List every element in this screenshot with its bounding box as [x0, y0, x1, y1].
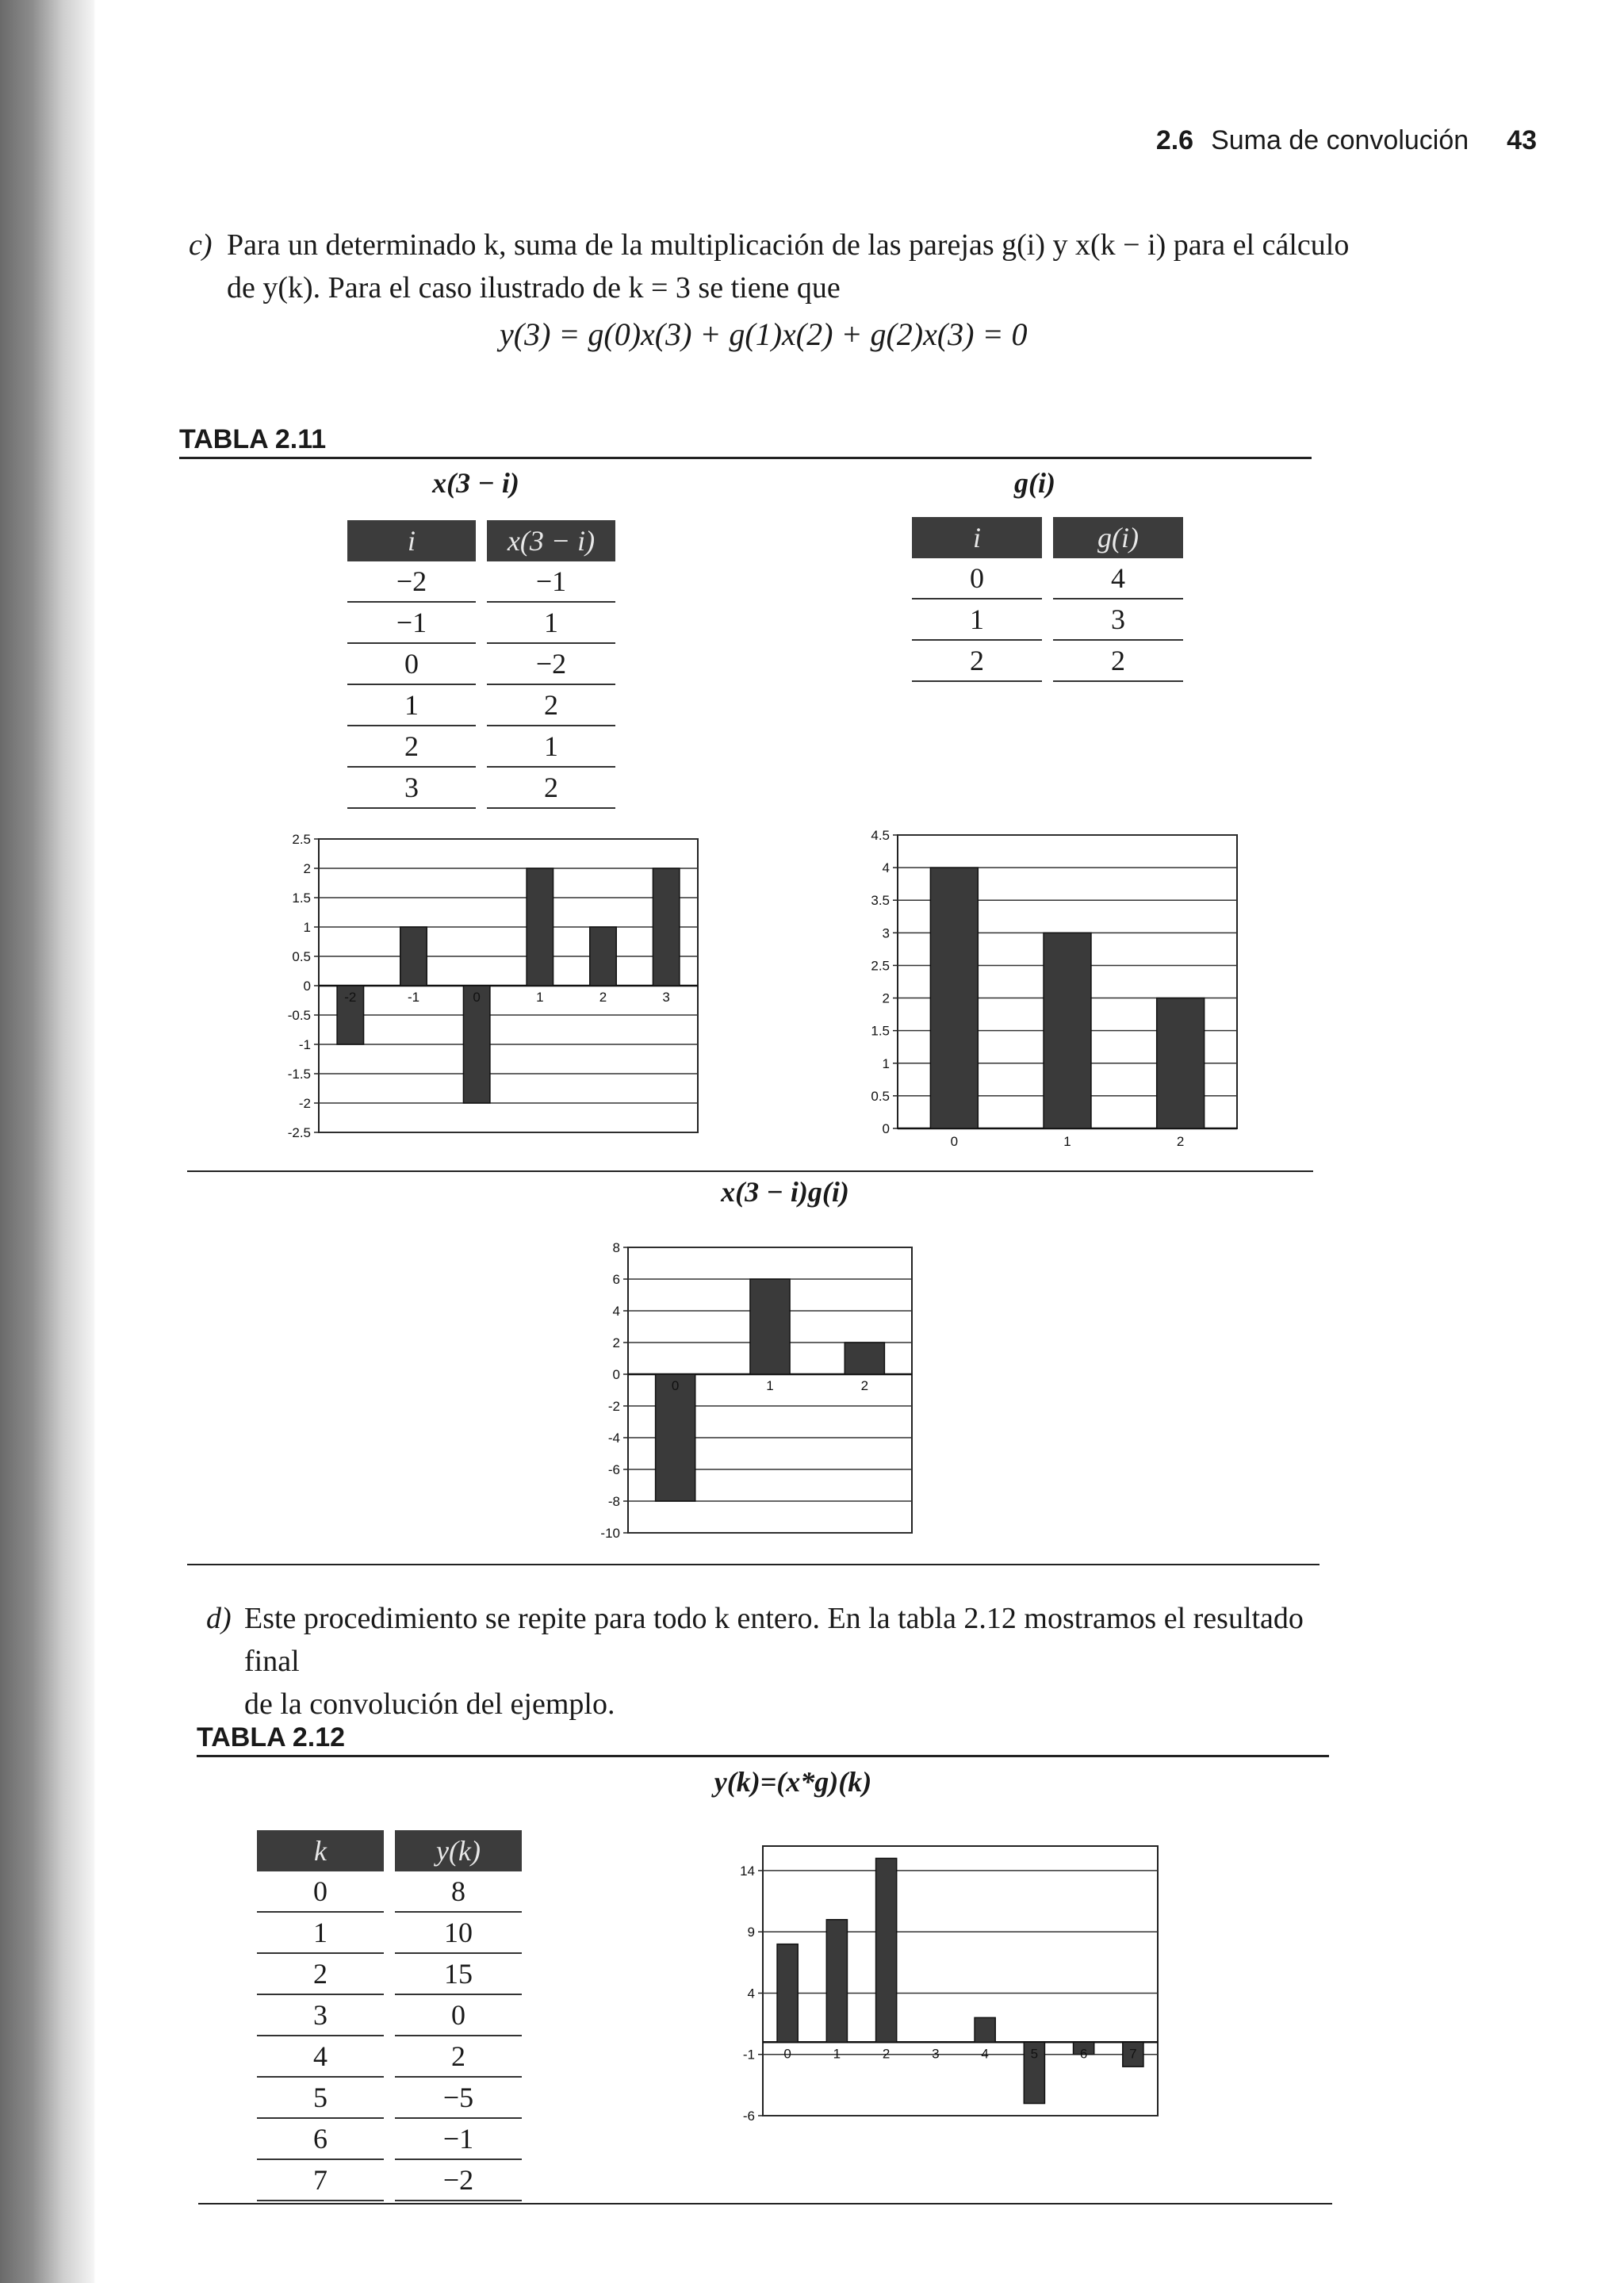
paragraph-c-line-2: de y(k). Para el caso ilustrado de k = 3 se tiene que: [227, 271, 841, 305]
x-tick-label: 3: [932, 2046, 940, 2062]
y-cell-k: 5: [257, 2078, 384, 2119]
y-tick-label: 8: [612, 1240, 620, 1255]
x-tick-label: -2: [344, 990, 357, 1005]
y-cell-k: 7: [257, 2160, 384, 2201]
x-tick-label: 2: [882, 2046, 891, 2062]
bar: [777, 1944, 798, 2043]
paragraph-d-line-1: Este procedimiento se repite para todo k entero. En la tabla 2.12 mostramos el resultado final: [244, 1602, 1304, 1678]
y-tick-label: -0.5: [287, 1008, 311, 1023]
x-table-header-x: x(3 − i): [487, 520, 615, 561]
table-row: [347, 768, 615, 809]
table-row: [257, 1954, 522, 1995]
y-tick-label: -4: [607, 1431, 620, 1446]
section-title: Suma de convolución: [1211, 125, 1469, 155]
x-tick-label: 1: [1063, 1134, 1071, 1146]
x-tick-label: 1: [536, 990, 544, 1005]
g-table-header-g: g(i): [1053, 517, 1183, 558]
table-row: [347, 644, 615, 685]
table-row: [347, 561, 615, 603]
g-table-title: g(i): [1014, 467, 1055, 499]
x-tick-label: 1: [833, 2046, 841, 2062]
y-cell-value: −2: [395, 2160, 522, 2201]
table-row: [257, 2160, 522, 2201]
y-table-header-y: y(k): [395, 1830, 522, 1871]
paragraph-c-line-1: Para un determinado k, suma de la multiplicación de las parejas g(i) y x(k − i) para el cálculo: [227, 228, 1350, 262]
y-tick-label: -6: [742, 2109, 755, 2124]
bar: [750, 1279, 790, 1374]
y-chart-svg: [714, 1832, 1174, 2133]
table-row: [347, 685, 615, 726]
bar: [653, 868, 679, 986]
table-row: [257, 2078, 522, 2119]
running-header: [1156, 125, 1537, 156]
y-tick-label: 1.5: [871, 1023, 890, 1039]
x-tick-label: 2: [860, 1378, 869, 1393]
y-tick-label: -6: [607, 1462, 620, 1477]
y-cell-value: 8: [395, 1871, 522, 1913]
x-cell-value: 1: [487, 726, 615, 768]
x-cell-value: 1: [487, 603, 615, 644]
bar: [527, 868, 553, 986]
y-tick-label: 4: [612, 1304, 620, 1319]
x-table-header-i: i: [347, 520, 476, 561]
x-tick-label: 1: [766, 1378, 774, 1393]
x-chart-svg: [254, 825, 714, 1150]
x-tick-label: -1: [407, 990, 420, 1005]
g-chart-svg: [833, 821, 1253, 1146]
y-table-header-k: k: [257, 1830, 384, 1871]
x-table: [336, 520, 626, 809]
g-cell-i: 2: [912, 641, 1042, 682]
bar: [1044, 933, 1091, 1128]
table-row: [912, 558, 1183, 599]
page-number: 43: [1507, 125, 1537, 155]
y-tick-label: 0.5: [292, 949, 311, 964]
x-cell-value: 2: [487, 685, 615, 726]
y-tick-label: 3.5: [871, 893, 890, 909]
table-row: [912, 599, 1183, 641]
table-row: [347, 603, 615, 644]
x-tick-label: 0: [783, 2046, 791, 2062]
y-tick-label: 4: [747, 1986, 755, 2001]
book-spine-shadow: [0, 0, 95, 2283]
y-tick-label: 0: [612, 1367, 620, 1382]
y-tick-label: 2: [882, 990, 890, 1006]
g-cell-value: 2: [1053, 641, 1183, 682]
y-tick-label: 3: [882, 925, 890, 941]
equation-y3: y(3) = g(0)x(3) + g(1)x(2) + g(2)x(3) = 0: [500, 316, 1028, 352]
x-tick-label: 5: [1030, 2046, 1039, 2062]
y-table: [246, 1830, 533, 2201]
x-tick-label: 2: [1176, 1134, 1185, 1146]
section-number: 2.6: [1155, 125, 1194, 155]
bar: [876, 1858, 897, 2042]
y-cell-k: 2: [257, 1954, 384, 1995]
table-row: [257, 1871, 522, 1913]
table-2-12-bottom-rule: [198, 2203, 1332, 2204]
y-cell-k: 6: [257, 2119, 384, 2160]
table-row: [347, 726, 615, 768]
bar: [400, 927, 427, 986]
y-tick-label: -1.5: [287, 1067, 311, 1082]
y-tick-label: 1.5: [292, 891, 311, 906]
x-cell-i: 3: [347, 768, 476, 809]
y-chart-title: y(k)=(x*g)(k): [714, 1766, 872, 1798]
table-row: [257, 1913, 522, 1954]
y-tick-label: -2.5: [287, 1125, 311, 1140]
table-2-11-bottom-rule: [187, 1564, 1320, 1565]
y-tick-label: 2.5: [871, 958, 890, 974]
x-tick-label: 0: [671, 1378, 680, 1393]
y-cell-value: 0: [395, 1995, 522, 2036]
y-tick-label: 4: [882, 860, 890, 876]
x-cell-value: 2: [487, 768, 615, 809]
table-row: [257, 2119, 522, 2160]
y-tick-label: -1: [298, 1037, 311, 1052]
y-tick-label: -2: [607, 1399, 620, 1414]
y-cell-k: 3: [257, 1995, 384, 2036]
y-tick-label: 0: [882, 1121, 890, 1136]
table-2-12-title: TABLA 2.12: [197, 1722, 346, 1752]
y-tick-label: -2: [298, 1096, 311, 1111]
g-table: [901, 517, 1194, 682]
bar: [656, 1374, 695, 1501]
x-cell-value: −2: [487, 644, 615, 685]
bar: [975, 2017, 995, 2042]
y-tick-label: -10: [600, 1526, 620, 1541]
x-tick-label: 3: [662, 990, 670, 1005]
y-cell-k: 0: [257, 1871, 384, 1913]
x-chart: [254, 825, 714, 1150]
y-tick-label: 6: [612, 1272, 620, 1287]
table-row: [912, 641, 1183, 682]
divider-rule: [187, 1170, 1313, 1172]
bar: [930, 868, 978, 1128]
y-tick-label: 1: [303, 920, 311, 935]
table-row: [257, 2036, 522, 2078]
y-cell-value: 10: [395, 1913, 522, 1954]
x-tick-label: 4: [981, 2046, 989, 2062]
y-cell-k: 1: [257, 1913, 384, 1954]
bar: [1157, 998, 1205, 1128]
product-chart-title: x(3 − i)g(i): [721, 1176, 849, 1208]
table-2-11-top-rule: [179, 457, 1312, 459]
table-2-12-top-rule: [197, 1755, 1329, 1757]
item-label-c: c): [189, 228, 213, 262]
y-tick-label: 2.5: [292, 832, 311, 847]
paragraph-d: [206, 1597, 1354, 1726]
y-tick-label: 2: [303, 861, 311, 876]
x-tick-label: 7: [1129, 2046, 1137, 2062]
g-cell-value: 3: [1053, 599, 1183, 641]
y-tick-label: 9: [747, 1925, 755, 1940]
y-tick-label: 2: [612, 1335, 620, 1350]
y-chart: [714, 1832, 1174, 2133]
x-tick-label: 2: [599, 990, 607, 1005]
x-tick-label: 0: [950, 1134, 959, 1146]
y-tick-label: 0: [303, 979, 311, 994]
plot-area: [763, 1846, 1158, 2116]
bar: [845, 1343, 884, 1374]
x-cell-i: 2: [347, 726, 476, 768]
y-cell-value: −5: [395, 2078, 522, 2119]
x-tick-label: 0: [473, 990, 481, 1005]
g-table-header-i: i: [912, 517, 1042, 558]
y-tick-label: 0.5: [871, 1088, 890, 1104]
x-cell-i: −1: [347, 603, 476, 644]
g-cell-i: 0: [912, 558, 1042, 599]
bar: [590, 927, 616, 986]
y-cell-value: 2: [395, 2036, 522, 2078]
paragraph-c: [189, 224, 1353, 309]
x-cell-i: −2: [347, 561, 476, 603]
y-cell-value: 15: [395, 1954, 522, 1995]
table-row: [257, 1995, 522, 2036]
y-tick-label: 4.5: [871, 828, 890, 843]
y-cell-k: 4: [257, 2036, 384, 2078]
y-cell-value: −1: [395, 2119, 522, 2160]
g-chart: [833, 821, 1253, 1146]
x-cell-value: −1: [487, 561, 615, 603]
item-label-d: d): [206, 1602, 232, 1635]
g-cell-value: 4: [1053, 558, 1183, 599]
table-2-11-title: TABLA 2.11: [179, 424, 327, 454]
y-tick-label: -8: [607, 1494, 620, 1509]
x-tick-label: 6: [1079, 2046, 1088, 2062]
product-chart-svg: [571, 1233, 928, 1550]
y-tick-label: 1: [882, 1055, 890, 1071]
bar: [826, 1920, 847, 2043]
x-cell-i: 0: [347, 644, 476, 685]
y-tick-label: 14: [740, 1863, 755, 1879]
product-chart: [571, 1233, 928, 1550]
paragraph-d-line-2: de la convolución del ejemplo.: [244, 1687, 615, 1721]
g-cell-i: 1: [912, 599, 1042, 641]
y-tick-label: -1: [742, 2047, 755, 2063]
x-table-title: x(3 − i): [432, 467, 519, 499]
x-cell-i: 1: [347, 685, 476, 726]
